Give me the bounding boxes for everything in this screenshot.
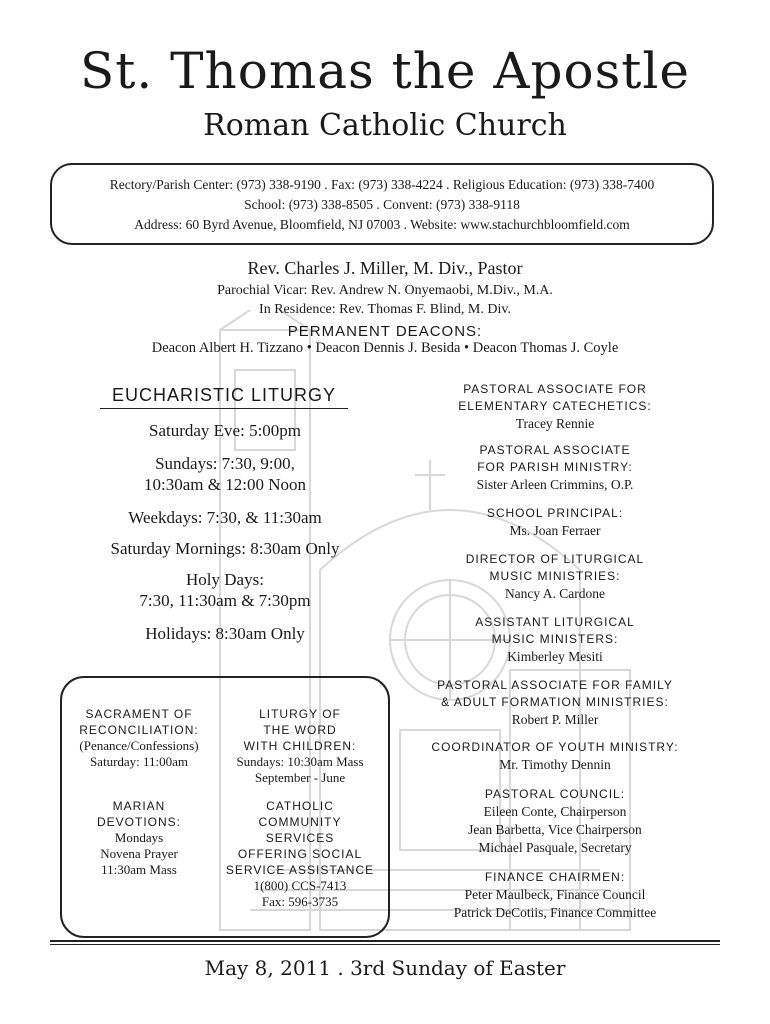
contact-address: Address: 60 Byrd Avenue, Bloomfield, NJ 07003 . Website: www.stachurchbloomfield.com	[134, 217, 630, 232]
ccs-heading: SERVICES	[265, 831, 335, 845]
marian-heading: DEVOTIONS:	[96, 815, 181, 829]
staff-name: Eileen Conte, Chairperson	[483, 804, 627, 819]
staff-entry	[420, 551, 690, 603]
children-heading: THE WORD	[263, 723, 337, 737]
staff-name: Patrick DeCotiis, Finance Committee	[453, 905, 657, 920]
staff-heading: ELEMENTARY CATECHETICS:	[458, 399, 652, 413]
staff-heading: FOR PARISH MINISTRY:	[477, 460, 633, 474]
ccs-fax: Fax: 596-3735	[261, 894, 339, 909]
marian-heading: MARIAN	[112, 799, 166, 813]
holidays: Holidays: 8:30am Only	[145, 624, 305, 643]
staff-heading: MUSIC MINISTRIES:	[489, 569, 621, 583]
holy-days-line2: 7:30, 11:30am & 7:30pm	[139, 591, 311, 610]
footer-rule	[50, 940, 720, 942]
staff-heading: PASTORAL ASSOCIATE FOR FAMILY	[437, 678, 673, 692]
ccs-heading: COMMUNITY	[258, 815, 342, 829]
staff-name: Mr. Timothy Dennin	[499, 757, 611, 772]
staff-name: Ms. Joan Ferraer	[509, 523, 601, 538]
staff-heading: PASTORAL ASSOCIATE	[479, 443, 631, 457]
staff-entry	[420, 614, 690, 666]
staff-name: Michael Pasquale, Secretary	[478, 840, 632, 855]
reconciliation-note: (Penance/Confessions)	[79, 738, 199, 753]
children-liturgy-block	[222, 706, 378, 786]
holy-days-line1: Holy Days:	[186, 570, 264, 589]
marian-prayer: Novena Prayer	[100, 846, 178, 861]
children-time: Sundays: 10:30am Mass	[236, 754, 364, 769]
staff-name: Jean Barbetta, Vice Chairperson	[468, 822, 642, 837]
staff-name: Nancy A. Cardone	[504, 586, 606, 601]
ccs-phone: 1(800) CCS-7413	[253, 878, 347, 893]
staff-entry	[420, 786, 690, 857]
reconciliation-heading: RECONCILIATION:	[79, 723, 199, 737]
saturday-mornings: Saturday Mornings: 8:30am Only	[110, 539, 340, 558]
children-heading: WITH CHILDREN:	[243, 739, 357, 753]
staff-heading: PASTORAL ASSOCIATE FOR	[463, 382, 647, 396]
children-season: September - June	[254, 770, 346, 785]
contact-box	[50, 163, 714, 245]
staff-entry	[420, 442, 690, 494]
staff-heading: & ADULT FORMATION MINISTRIES:	[441, 695, 669, 709]
in-residence: In Residence: Rev. Thomas F. Blind, M. Div.	[259, 302, 511, 317]
reconciliation-heading: SACRAMENT OF	[85, 707, 193, 721]
parochial-vicar: Parochial Vicar: Rev. Andrew N. Onyemaobi, M.Div., M.A.	[217, 283, 553, 298]
staff-name: Kimberley Mesiti	[507, 649, 603, 664]
staff-heading: DIRECTOR OF LITURGICAL	[465, 552, 645, 566]
staff-heading: PASTORAL COUNCIL:	[484, 787, 626, 801]
staff-entry	[420, 739, 690, 774]
liturgy-heading: EUCHARISTIC LITURGY	[100, 385, 348, 409]
children-heading: LITURGY OF	[259, 707, 341, 721]
staff-entry	[420, 505, 690, 540]
staff-heading: FINANCE CHAIRMEN:	[484, 870, 626, 884]
staff-heading: COORDINATOR OF YOUTH MINISTRY:	[431, 740, 679, 754]
ccs-heading: OFFERING SOCIAL	[237, 847, 363, 861]
marian-day: Mondays	[114, 830, 164, 845]
footer-rule-thin	[50, 944, 720, 945]
staff-entry	[420, 869, 690, 922]
bulletin-date: May 8, 2011 . 3rd Sunday of Easter	[204, 956, 566, 980]
sundays-line1: Sundays: 7:30, 9:00,	[155, 454, 295, 473]
staff-list	[420, 381, 690, 922]
ccs-block	[222, 798, 378, 910]
church-title: St. Thomas the Apostle	[80, 42, 690, 100]
ccs-heading: CATHOLIC	[266, 799, 334, 813]
staff-name: Robert P. Miller	[511, 712, 599, 727]
staff-name: Peter Maulbeck, Finance Council	[464, 887, 646, 902]
saturday-eve: Saturday Eve: 5:00pm	[148, 421, 302, 440]
deacons-heading: PERMANENT DEACONS:	[287, 323, 483, 340]
reconciliation-time: Saturday: 11:00am	[89, 754, 189, 769]
weekdays: Weekdays: 7:30, & 11:30am	[128, 508, 322, 527]
staff-entry	[420, 381, 690, 433]
staff-heading: ASSISTANT LITURGICAL	[475, 615, 635, 629]
sundays-line2: 10:30am & 12:00 Noon	[144, 475, 306, 494]
deacons-list: Deacon Albert H. Tizzano • Deacon Dennis J. Besida • Deacon Thomas J. Coyle	[151, 340, 619, 356]
mass-times	[90, 420, 360, 644]
pastor: Rev. Charles J. Miller, M. Div., Pastor	[247, 258, 523, 278]
marian-time: 11:30am Mass	[101, 862, 177, 877]
ccs-heading: SERVICE ASSISTANCE	[225, 863, 375, 877]
staff-name: Sister Arleen Crimmins, O.P.	[476, 477, 634, 492]
church-subtitle: Roman Catholic Church	[203, 108, 567, 143]
reconciliation-block	[64, 706, 214, 770]
contact-school: School: (973) 338-8505 . Convent: (973) 338-9118	[244, 197, 520, 212]
marian-block	[64, 798, 214, 878]
staff-name: Tracey Rennie	[515, 416, 595, 431]
staff-entry	[420, 677, 690, 729]
staff-heading: MUSIC MINISTERS:	[491, 632, 619, 646]
clergy-block	[0, 258, 770, 357]
staff-heading: SCHOOL PRINCIPAL:	[486, 506, 624, 520]
contact-phones: Rectory/Parish Center: (973) 338-9190 . Fax: (973) 338-4224 . Religious Education: (973) 338-7400	[109, 177, 655, 192]
